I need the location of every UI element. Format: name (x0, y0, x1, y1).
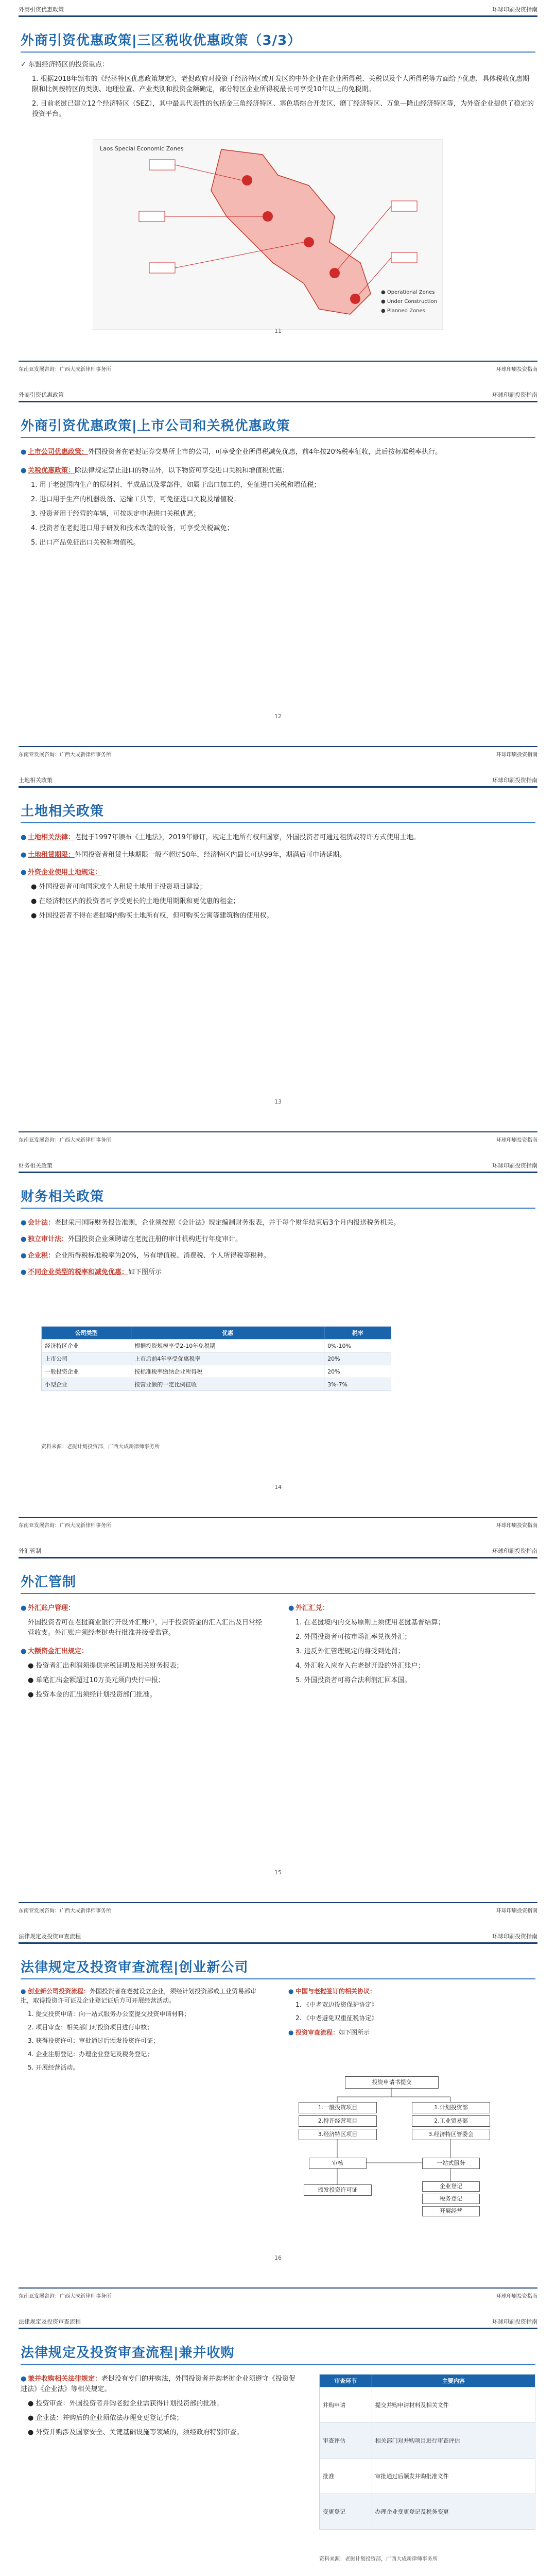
page-header: 财务相关政策 环球印刷投资指南 (19, 1162, 537, 1169)
zone-marker (242, 175, 252, 185)
list-item: 2. 外国投资者可按市场汇率兑换外汇； (296, 1633, 411, 1641)
header-rule (19, 1172, 537, 1173)
zone-marker (304, 237, 314, 247)
page-7 (0, 2312, 556, 2576)
page-footer: 东南亚发展咨询：广西大成新律师事务所 环球印刷投资指南 (19, 2287, 537, 2303)
map-figure (93, 139, 443, 330)
list-item: ● 投资者汇出利润须提供完税证明及相关财务报表； (28, 1662, 183, 1670)
section-heading: 企业税： (28, 1252, 55, 1260)
table-row: 一般投资企业 按标准税率缴纳企业所得税 20% (42, 1365, 391, 1378)
list-item: ● 外国投资者可向国家或个人租赁土地用于投资项目建设； (31, 883, 206, 891)
page-body: ● 会计法：老挝采用国际财务报告准则，企业须按照《会计法》规定编制财务报表，并于每个财年结束后3个月内报送税务机关。 ● 独立审计法：外国投资企业须聘请在老挝注册的审计机构进行年度审计。 ● 企业税：企业所得税标准税率为20%，另有增值税、消费税、个人所得税等税种。 ● 不同企业类型的税率和减免优惠：如下图所示 (21, 1219, 401, 1276)
map-legend-item: ● Operational Zones (381, 290, 435, 295)
page-title: 法律规定及投资审查流程|兼并收购 (21, 2345, 235, 2361)
left-column: ● 外汇账户管理： 外国投资者可在老挝商业银行开设外汇账户，用于投资资金的汇入汇出及日常经营收支。外汇账户须经老挝央行批准并接受监管。 ● 大额资金汇出规定： ● 投资者汇出利润须提供完税证明及相关财务报表； ● 单笔汇出金额超过10万美元须向央行申报； ● 投资本金的汇出须经计划投资部门批准。 (21, 1603, 263, 1704)
list-item: 2. 进口用于生产的机器设备、运输工具等，可免征进口关税及增值税； (31, 496, 240, 503)
flow-step: 税务登记 (422, 2194, 480, 2204)
list-item: 1. 提交投资申请：向一站式服务办公室提交投资申请材料； (28, 2010, 190, 2018)
flow-step: 审核 (309, 2158, 367, 2169)
paragraph: 如下图所示 (339, 2029, 370, 2036)
section-heading: 外汇账户管理： (28, 1604, 75, 1612)
paragraph: 企业所得税标准税率为20%，另有增值税、消费税、个人所得税等税种。 (55, 1252, 270, 1260)
table-row: 变更登记 办理企业变更登记及税务变更 (320, 2494, 535, 2530)
page-header: 法律规定及投资审查流程 环球印刷投资指南 (19, 1933, 537, 1940)
page-number: 16 (274, 2255, 282, 2261)
page-header: 外商引资优惠政策 环球印刷投资指南 (19, 392, 537, 398)
page-number: 11 (274, 328, 282, 334)
page-title: 财务相关政策 (21, 1189, 105, 1205)
section-heading: 上市公司优惠政策： (28, 448, 89, 456)
page-number: 14 (274, 1484, 282, 1490)
header-rule (19, 786, 537, 788)
page-1 (0, 0, 556, 385)
flow-step: 1.计划投资部 (412, 2102, 490, 2113)
flow-step: 2.工业贸易部 (412, 2115, 490, 2127)
list-item: ● 外国投资者不得在老挝境内购买土地所有权，但可购买公寓等建筑物的使用权。 (31, 912, 273, 920)
flow-step: 1.一般投资项目 (299, 2102, 377, 2113)
page-5 (0, 1541, 556, 1927)
page-footer: 东南亚发展咨询：广西大成新律师事务所 环球印刷投资指南 (19, 1902, 537, 1918)
page-footer: 东南亚发展咨询：广西大成新律师事务所 环球印刷投资指南 (19, 1131, 537, 1147)
map-title: Laos Special Economic Zones (100, 145, 184, 152)
paragraph: 除法律规定禁止进口的物品外，以下物资可享受进口关税和增值税优惠： (75, 467, 289, 474)
left-column: ● 创业新公司投资流程：外国投资者在老挝设立企业，须经计划投资部或工业贸易部审批，取得投资许可证及企业登记证后方可开展经营活动。 1. 提交投资申请：向一站式服务办公室提交投资申请材料； 2. 项目审查：相关部门对投资项目进行审核； 3. 获得投资许可：审批通过后颁发投资许可证； 4. 企业注册登记：办理企业登记及税务登记； 5. 开展经营活动。 (21, 1987, 263, 2076)
paragraph: 1. 根据2018年颁布的《经济特区优惠政策规定》，老挝政府对投资于经济特区或开发区的中外企业在企业所得税、关税以及个人所得税等方面给予优惠，具体税收优惠期限和比例按特区的类别、地理位置、产业类别和投资金额确定，部分特区企业所得税最长可享受10年以上的免税期。 (32, 75, 530, 93)
paragraph: 外国投资者在老挝设立企业，须经计划投资部或工业贸易部审批，取得投资许可证及企业登记证后方可开展经营活动。 (21, 1988, 257, 2004)
table-row: 经济特区企业 根据投资规模享受2-10年免税期 0%-10% (42, 1340, 391, 1352)
flow-step: 3.经济特区管委会 (412, 2129, 490, 2140)
page-footer: 东南亚发展咨询：广西大成新律师事务所 环球印刷投资指南 (19, 746, 537, 761)
title-rule (21, 2364, 535, 2365)
list-item: 3. 获得投资许可：审批通过后颁发投资许可证； (28, 2037, 160, 2044)
title-rule (21, 52, 535, 53)
list-item: 1. 在老挝境内的交易原则上须使用老挝基普结算； (296, 1619, 445, 1626)
zone-label-box (149, 160, 175, 170)
page-number: 13 (274, 1098, 282, 1105)
list-item: ● 外资并购涉及国家安全、关键基础设施等领域的，须经政府特别审查。 (28, 2429, 244, 2436)
list-item: 5. 出口产品免征出口关税和增值税。 (31, 539, 140, 547)
title-rule (21, 437, 535, 438)
list-item: ● 投资审查：外国投资者并购老挝企业需获得计划投资部的批准； (28, 2400, 223, 2408)
map-legend-item: ● Under Construction (381, 299, 438, 304)
page-body: ● 上市公司优惠政策：外国投资者在老挝证券交易所上市的公司，可享受企业所得税减免优惠，前4年按20%税率征收，此后按标准税率执行。 ● 关税优惠政策：除法律规定禁止进口的物品外，以下物资可享受进口关税和增值税优惠： 1. 用于老挝国内生产的原材料、半成品以及零部件，如属于出口加工的，免征进口关税和增值税； 2. 进口用于生产的机器设备、运输工具等，可免征进口关税及增值税； 3. 投资者用于经营的车辆，可按规定申请进口关税优惠； 4. 投资者在老挝进口用于研发和技术改造的设备，可享受关税减免； 5. 出口产品免征出口关税和增值税。 (21, 447, 535, 552)
zone-label-box (391, 201, 417, 211)
section-heading: 土地租赁期限： (28, 851, 75, 859)
flow-step: 颁发投资许可证 (304, 2184, 372, 2196)
page-body: ● 土地相关法律：老挝于1997年颁布《土地法》，2019年修订，规定土地所有权归国家，外国投资者可通过租赁或特许方式使用土地。 ● 土地租赁期限：外国投资者租赁土地期限一般不超过50年，经济特区内最长可达99年，期满后可申请延期。 ● 外资企业使用土地规定： ● 外国投资者可向国家或个人租赁土地用于投资项目建设； ● 在经济特区内的投资者可享受更长的土地使用期限和更优惠的租金； ● 外国投资者不得在老挝境内购买土地所有权，但可购买公寓等建筑物的使用权。 (21, 833, 535, 925)
page-footer: 东南亚发展咨询：广西大成新律师事务所 环球印刷投资指南 (19, 361, 537, 376)
paragraph: 老挝没有专门的并购法，外国投资者并购老挝企业须遵守《投资促进法》《企业法》等相关规定。 (21, 2375, 296, 2393)
section-heading: 外汇汇兑： (296, 1604, 329, 1612)
list-item: 2. 项目审查：相关部门对投资项目进行审核； (28, 2024, 153, 2031)
header-rule (19, 1557, 537, 1558)
list-item: 4. 外汇收入应存入在老挝开设的外汇账户； (296, 1662, 425, 1670)
header-rule (19, 2328, 537, 2329)
table-row: 审查评估 相关部门对并购项目进行审查评估 (320, 2423, 535, 2459)
title-rule (21, 1208, 535, 1209)
page-title: 土地相关政策 (21, 804, 105, 819)
paragraph: 外国投资者可在老挝商业银行开设外汇账户，用于投资资金的汇入汇出及日常经营收支。外汇账户须经老挝央行批准并接受监管。 (28, 1619, 263, 1637)
list-item: ● 企业法：并购后的企业须依法办理变更登记手续； (28, 2414, 183, 2422)
section-heading: 大额资金汇出规定： (28, 1648, 89, 1655)
flow-step: 2.特许经营项目 (299, 2115, 377, 2127)
subtitle: ✓ 东盟经济特区的投资重点： (21, 61, 109, 69)
list-item: 1. 《中老双边投资保护协定》 (296, 2001, 378, 2008)
zone-label-box (391, 252, 417, 263)
page-number: 12 (274, 713, 282, 720)
header-rule (19, 1942, 537, 1944)
list-item: ● 单笔汇出金额超过10万美元须向央行申报； (28, 1676, 165, 1684)
section-heading: 兼并收购相关法律规定： (28, 2375, 102, 2383)
table-row: 小型企业 按营业额的一定比例征收 3%-7% (42, 1378, 391, 1391)
section-heading: 中国与老挝签订的相关协议： (296, 1988, 376, 1995)
section-heading: 外资企业使用土地规定： (28, 869, 102, 876)
page-footer: 东南亚发展咨询：广西大成新律师事务所 环球印刷投资指南 (19, 1517, 537, 1532)
list-item: 1. 用于老挝国内生产的原材料、半成品以及零部件，如属于出口加工的，免征进口关税和增值税； (31, 481, 321, 489)
section-heading: 土地相关法律： (28, 834, 75, 841)
list-item: ● 投资本金的汇出须经计划投资部门批准。 (28, 1691, 157, 1699)
zone-label-box (149, 263, 175, 273)
list-item: 2. 《中老避免双重征税协定》 (296, 2014, 378, 2022)
page-title: 外商引资优惠政策|三区税收优惠政策（3/3） (21, 33, 302, 48)
list-item: 4. 投资者在老挝进口用于研发和技术改造的设备，可享受关税减免； (31, 524, 234, 532)
page-header: 土地相关政策 环球印刷投资指南 (19, 777, 537, 784)
paragraph: 外国投资者租赁土地期限一般不超过50年，经济特区内最长可达99年，期满后可申请延期。 (75, 851, 346, 859)
title-rule (21, 822, 535, 823)
zone-label-box (139, 211, 165, 222)
source-note: 资料来源：老挝计划投资部，广西大成新律师事务所 (319, 2556, 438, 2562)
page-4 (0, 1156, 556, 1541)
flow-step: 3.经济特区项目 (299, 2129, 377, 2140)
table-row: 并购申请 提交并购申请材料及相关文件 (320, 2387, 535, 2423)
paragraph: 2. 目前老挝已建立12个经济特区（SEZ），其中最具代表性的包括金三角经济特区、塞色塔综合开发区、磨丁经济特区、万象—隆山经济特区等，为外资企业提供了稳定的投资平台。 (32, 100, 534, 118)
map-legend-item: ● Planned Zones (381, 308, 425, 314)
page-title: 法律规定及投资审查流程|创业新公司 (21, 1960, 249, 1975)
tax-table: 公司类型 优惠 税率 经济特区企业 根据投资规模享受2-10年免税期 0%-10% 上市公司 上市后前4年享受优惠税率 20% 一般投资企业 按标准税率缴纳企业所得税 20% 小型企业 按营业额的一定比例征收 3%-7% (41, 1326, 391, 1391)
table-row: 批准 审批通过后颁发并购批准文件 (320, 2459, 535, 2494)
flow-step: 投资申请书提交 (345, 2076, 439, 2089)
page-header: 法律规定及投资审查流程 环球印刷投资指南 (19, 2318, 537, 2325)
flow-step: 一站式服务 (422, 2158, 480, 2169)
left-column: ● 兼并收购相关法律规定：老挝没有专门的并购法，外国投资者并购老挝企业须遵守《投资促进法》《企业法》等相关规定。 ● 投资审查：外国投资者并购老挝企业需获得计划投资部的批准； ● 企业法：并购后的企业须依法办理变更登记手续； ● 外资并购涉及国家安全、关键基础设施等领域的，须经政府特别审查。 (21, 2374, 299, 2442)
paragraph: 外国投资者在老挝证券交易所上市的公司，可享受企业所得税减免优惠，前4年按20%税率征收，此后按标准税率执行。 (88, 448, 442, 456)
section-heading: 关税优惠政策： (28, 467, 75, 474)
header-rule (19, 15, 537, 17)
section-heading: 创业新公司投资流程： (28, 1988, 90, 1995)
list-item: ● 在经济特区内的投资者可享受更长的土地使用期限和更优惠的租金； (31, 897, 240, 905)
title-rule (21, 1593, 535, 1594)
page-2 (0, 385, 556, 771)
paragraph: 如下图所示 (128, 1268, 162, 1276)
flow-connectors (293, 2087, 499, 2221)
right-column: ● 中国与老挝签订的相关协议： 1. 《中老双边投资保护协定》 2. 《中老避免双重征税协定》 ● 投资审查流程：如下图所示 (288, 1987, 535, 2041)
page-title: 外汇管制 (21, 1574, 77, 1590)
flow-step: 企业登记 (422, 2181, 480, 2192)
page-body (21, 60, 535, 124)
list-item: 3. 投资者用于经营的车辆，可按规定申请进口关税优惠； (31, 510, 200, 518)
section-heading: 独立审计法： (28, 1235, 68, 1243)
paragraph: 外国投资企业须聘请在老挝注册的审计机构进行年度审计。 (68, 1235, 242, 1243)
page-number: 15 (274, 1869, 282, 1876)
page-title: 外商引资优惠政策|上市公司和关税优惠政策 (21, 418, 290, 434)
page-header: 外汇管制 环球印刷投资指南 (19, 1548, 537, 1554)
zone-marker (263, 211, 273, 222)
table-row: 上市公司 上市后前4年享受优惠税率 20% (42, 1352, 391, 1365)
list-item: 5. 外国投资者可将合法利润汇回本国。 (296, 1676, 411, 1684)
paragraph: 老挝采用国际财务报告准则，企业须按照《会计法》规定编制财务报表，并于每个财年结束后3个月内报送税务机关。 (55, 1219, 401, 1227)
flow-step: 开展经营 (422, 2206, 480, 2216)
merger-table: 审查环节 主要内容 并购申请 提交并购申请材料及相关文件 审查评估 相关部门对并购项目进行审查评估 批准 审批通过后颁发并购批准文件 变更登记 办理企业变更登记及税务变更 (319, 2374, 535, 2530)
page-header: 外商引资优惠政策 环球印刷投资指南 (19, 6, 537, 13)
section-heading: 投资审查流程： (296, 2029, 339, 2036)
section-heading: 不同企业类型的税率和减免优惠： (28, 1268, 129, 1276)
page-6 (0, 1927, 556, 2312)
source-note: 资料来源：老挝计划投资部，广西大成新律师事务所 (41, 1444, 160, 1450)
list-item: 3. 违反外汇管理规定的将受到处罚； (296, 1648, 405, 1655)
title-rule (21, 1978, 535, 1979)
right-column: ● 外汇汇兑： 1. 在老挝境内的交易原则上须使用老挝基普结算； 2. 外国投资者可按市场汇率兑换外汇； 3. 违反外汇管理规定的将受到处罚； 4. 外汇收入应存入在老挝开设的外汇账户； 5. 外国投资者可将合法利润汇回本国。 (288, 1603, 535, 1690)
paragraph: 老挝于1997年颁布《土地法》，2019年修订，规定土地所有权归国家，外国投资者可通过租赁或特许方式使用土地。 (75, 834, 420, 841)
header-rule (19, 401, 537, 402)
list-item: 5. 开展经营活动。 (28, 2064, 79, 2071)
section-heading: 会计法： (28, 1219, 55, 1227)
page-3 (0, 771, 556, 1156)
list-item: 4. 企业注册登记：办理企业登记及税务登记； (28, 2050, 153, 2058)
